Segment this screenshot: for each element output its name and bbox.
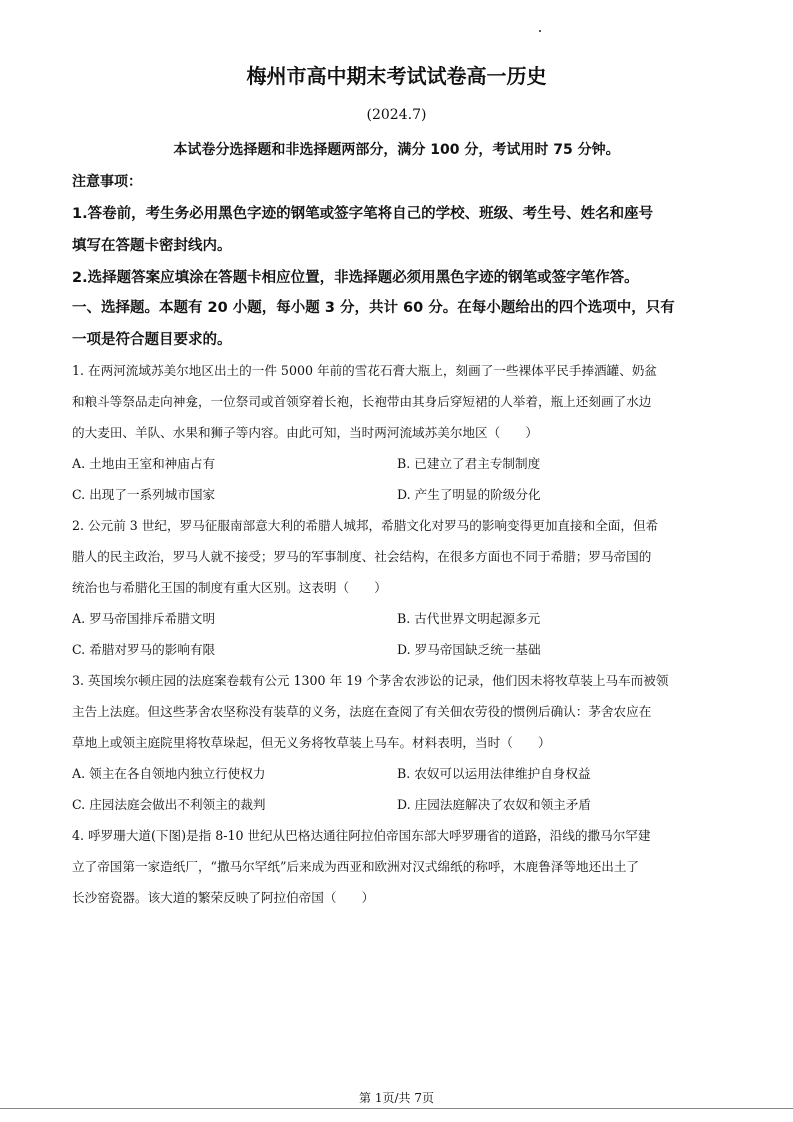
section-heading-line-1: 一、选择题。本题有 20 小题，每小题 3 分，共计 60 分。在每小题给出的四个选项中，只有 [72, 300, 675, 316]
notice-item-1-line-1: 1.答卷前，考生务必用黑色字迹的钢笔或签字笔将自己的学校、班级、考生号、姓名和座号 [72, 206, 654, 222]
question-2-option-d: D. 罗马帝国缺乏统一基础 [397, 642, 541, 657]
question-3-option-c: C. 庄园法庭会做出不利领主的裁判 [72, 797, 266, 812]
question-2-option-c: C. 希腊对罗马的影响有限 [72, 642, 216, 657]
question-3-line-1: 3. 英国埃尔顿庄园的法庭案卷载有公元 1300 年 19 个茅舍农涉讼的记录，他们因未将牧草装上马车而被领 [72, 673, 669, 688]
question-4-line-3: 长沙窑瓷器。该大道的繁荣反映了阿拉伯帝国（ ） [72, 890, 375, 905]
section-heading-line-2: 一项是符合题目要求的。 [72, 332, 232, 348]
question-2-line-3: 统治也与希腊化王国的制度有重大区别。这表明（ ） [72, 580, 387, 595]
notice-item-1-line-2: 填写在答题卡密封线内。 [72, 238, 232, 254]
question-4-line-1: 4. 呼罗珊大道(下图)是指 8-10 世纪从巴格达通往阿拉伯帝国东部大呼罗珊省的道路，沿线的撒马尔罕建 [72, 828, 651, 843]
exam-title: 梅州市高中期末考试试卷高一历史 [246, 64, 547, 88]
question-1-line-3: 的大麦田、羊队、水果和狮子等内容。由此可知，当时两河流域苏美尔地区（ ） [72, 425, 538, 440]
question-1-option-a: A. 土地由王室和神庙占有 [72, 456, 216, 471]
question-2-line-1: 2. 公元前 3 世纪，罗马征服南部意大利的希腊人城邦，希腊文化对罗马的影响变得更加直接和全面，但希 [72, 518, 659, 533]
question-1-option-d: D. 产生了明显的阶级分化 [397, 487, 541, 502]
notice-heading: 注意事项： [72, 174, 142, 190]
question-3-option-b: B. 农奴可以运用法律维护自身权益 [397, 766, 591, 781]
question-2-option-a: A. 罗马帝国排斥希腊文明 [72, 611, 216, 626]
footer-divider [0, 1108, 793, 1109]
exam-date: (2024.7) [366, 107, 427, 123]
page-footer: 第 1页/共 7页 [359, 1091, 434, 1105]
question-2-option-b: B. 古代世界文明起源多元 [397, 611, 541, 626]
question-4-line-2: 立了帝国第一家造纸厂，“撒马尔罕纸”后来成为西亚和欧洲对汉式绵纸的称呼，木鹿鲁泽等地还出土了 [72, 859, 640, 874]
question-3-line-2: 主告上法庭。但这些茅舍农坚称没有装草的义务，法庭在查阅了有关佃农劳役的惯例后确认：茅舍农应在 [72, 704, 652, 719]
question-3-option-d: D. 庄园法庭解决了农奴和领主矛盾 [397, 797, 591, 812]
question-3-line-3: 草地上或领主庭院里将牧草垛起，但无义务将牧草装上马车。材料表明，当时（ ） [72, 735, 551, 750]
question-1-option-c: C. 出现了一系列城市国家 [72, 487, 216, 502]
scan-mark [539, 30, 541, 32]
question-2-line-2: 腊人的民主政治，罗马人就不接受；罗马的军事制度、社会结构，在很多方面也不同于希腊；罗马帝国的 [72, 549, 652, 564]
notice-item-2: 2.选择题答案应填涂在答题卡相应位置，非选择题必须用黑色字迹的钢笔或签字笔作答。 [72, 270, 639, 286]
question-1-line-2: 和粮斗等祭品走向神龛，一位祭司或首领穿着长袍，长袍带由其身后穿短裙的人举着，瓶上还刻画了水边 [72, 394, 652, 409]
question-1-line-1: 1. 在两河流域苏美尔地区出土的一件 5000 年前的雪花石膏大瓶上，刻画了一些裸体平民手捧酒罐、奶盆 [72, 363, 658, 378]
question-3-option-a: A. 领主在各自领地内独立行使权力 [72, 766, 266, 781]
question-1-option-b: B. 已建立了君主专制制度 [397, 456, 541, 471]
exam-intro: 本试卷分选择题和非选择题两部分，满分 100 分，考试用时 75 分钟。 [173, 142, 620, 158]
